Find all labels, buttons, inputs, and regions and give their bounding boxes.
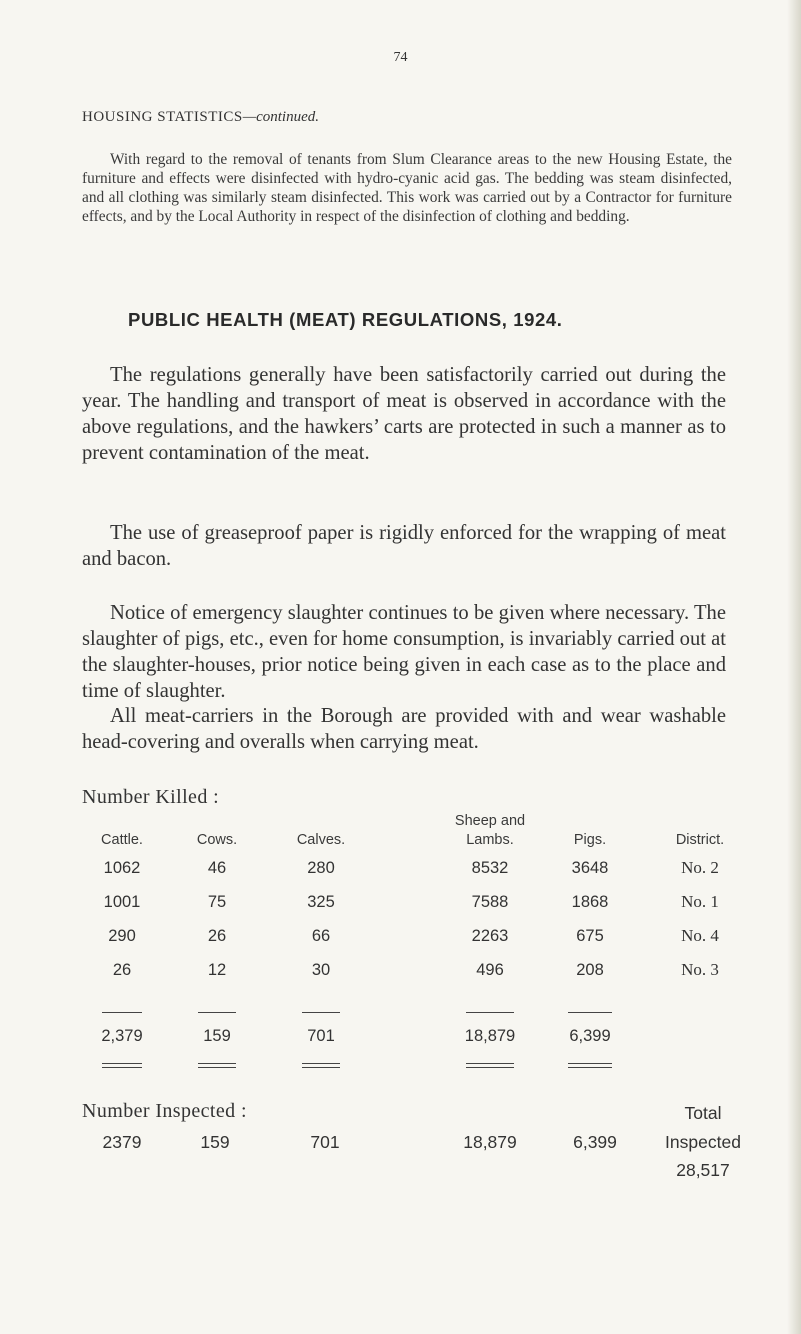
table-cell: 208 (576, 961, 604, 979)
inspected-calves: 701 (310, 1132, 340, 1152)
inspected-pigs: 6,399 (573, 1132, 617, 1152)
table-cell: 496 (476, 961, 504, 979)
paragraph-meat-carriers: All meat-carriers in the Borough are provided with and wear washable head-covering and overalls when carrying meat. (82, 705, 726, 753)
running-head-title: HOUSING STATISTICS (82, 109, 243, 125)
table-cell: No. 3 (681, 960, 719, 979)
table-cell: 26 (112, 961, 132, 979)
table-cell: 12 (207, 961, 227, 979)
number-killed-label: Number Killed : (82, 786, 220, 808)
header-cattle: Cattle. (101, 832, 143, 848)
header-sheep-line2: Lambs. (466, 832, 514, 848)
table-cell: 7588 (471, 893, 509, 911)
total-pigs: 6,399 (569, 1027, 611, 1045)
total-rule (198, 1012, 236, 1013)
table-cell: No. 4 (681, 926, 719, 945)
table-cell: 675 (576, 927, 604, 945)
total-rule (466, 1012, 514, 1013)
table-cell: 290 (108, 927, 136, 945)
page-edge-shadow (787, 0, 801, 1334)
total-rule (568, 1012, 612, 1013)
table-cell: No. 2 (681, 858, 719, 877)
table-cell: 8532 (471, 859, 509, 877)
intro-paragraph: With regard to the removal of tenants from Slum Clearance areas to the new Housing Estate, the furniture and effects were disinfected with hydro-cyanic acid gas. The bedding was steam disinfected, and all clothing was similarly steam disinfected. This work was carried out by a Contractor for furniture effects, and by the Local Authority in respect of the disinfection of clothing and bedding. (82, 151, 732, 225)
double-rule (466, 1063, 514, 1068)
inspected-sheep: 18,879 (463, 1132, 517, 1152)
total-calves: 701 (307, 1027, 335, 1045)
total-inspected-value: 28,517 (676, 1160, 730, 1180)
page-number: 74 (393, 50, 408, 65)
running-head-continued: —continued. (242, 109, 319, 125)
total-rule (102, 1012, 142, 1013)
table-cell: 46 (207, 859, 227, 877)
total-sheep: 18,879 (464, 1027, 516, 1045)
double-rule (302, 1063, 340, 1068)
table-cell: No. 1 (681, 892, 719, 911)
table-cell: 325 (307, 893, 335, 911)
table-cell: 75 (207, 893, 227, 911)
table-cell: 30 (311, 961, 331, 979)
paragraph-greaseproof: The use of greaseproof paper is rigidly enforced for the wrapping of meat and bacon. (82, 522, 726, 570)
total-inspected-label-line2: Inspected (665, 1132, 741, 1152)
section-heading: PUBLIC HEALTH (MEAT) REGULATIONS, 1924. (128, 309, 563, 330)
table-cell: 1001 (103, 893, 141, 911)
table-cell: 3648 (571, 859, 609, 877)
inspected-cows: 159 (200, 1132, 230, 1152)
table-cell: 2263 (471, 927, 509, 945)
total-inspected-label-line1: Total (684, 1103, 722, 1123)
header-calves: Calves. (296, 832, 346, 848)
number-inspected-label: Number Inspected : (82, 1100, 247, 1122)
header-pigs: Pigs. (573, 832, 607, 848)
paragraph-regulations: The regulations generally have been satisfactorily carried out during the year. The handling and transport of meat is observed in accordance with the above regulations, and the hawkers’ carts are protected in such a manner as to prevent contamination of the meat. (82, 364, 726, 464)
total-cattle: 2,379 (101, 1027, 143, 1045)
table-cell: 66 (311, 927, 331, 945)
paragraph-emergency-slaughter: Notice of emergency slaughter continues to be given where necessary. The slaughter of pigs, etc., even for home consumption, is invariably carried out at the slaughter-houses, prior notice being given in each case as to the place and time of slaughter. (82, 602, 726, 702)
header-sheep-line1: Sheep and (454, 813, 526, 829)
inspected-cattle: 2379 (102, 1132, 142, 1152)
table-cell: 1062 (103, 859, 141, 877)
double-rule (198, 1063, 236, 1068)
table-cell: 1868 (571, 893, 609, 911)
table-cell: 280 (307, 859, 335, 877)
total-rule (302, 1012, 340, 1013)
double-rule (102, 1063, 142, 1068)
header-cows: Cows. (196, 832, 238, 848)
double-rule (568, 1063, 612, 1068)
total-cows: 159 (203, 1027, 231, 1045)
header-district: District. (675, 832, 725, 848)
table-cell: 26 (207, 927, 227, 945)
